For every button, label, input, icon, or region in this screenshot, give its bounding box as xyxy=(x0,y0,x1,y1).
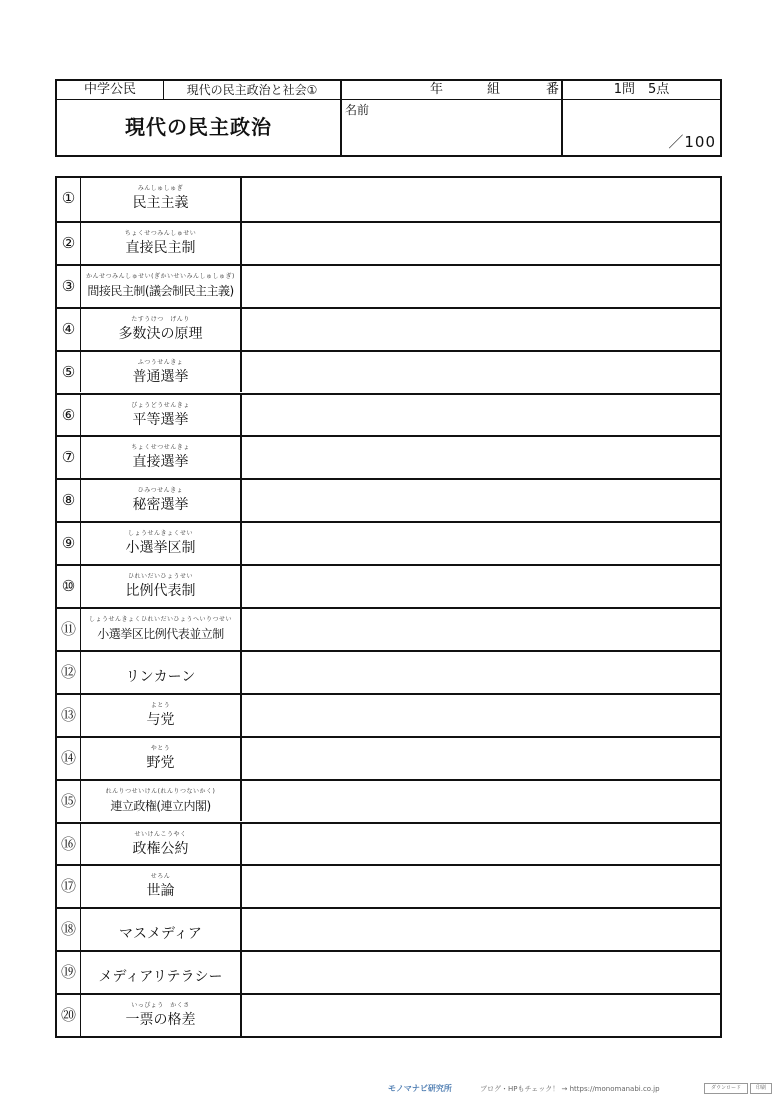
answer-field[interactable] xyxy=(242,995,720,1036)
score-total: ／100 xyxy=(668,133,716,151)
page-title: 現代の民主政治 xyxy=(57,100,342,155)
question-number: ① xyxy=(57,178,81,221)
term-cell xyxy=(81,178,242,221)
worksheet-header xyxy=(55,79,722,157)
question-number: ⑳ xyxy=(57,995,81,1036)
table-row xyxy=(57,221,720,264)
answer-field[interactable] xyxy=(242,952,720,993)
term-furigana: れんりつせいけん(れんりつないかく) xyxy=(105,787,216,795)
term-text: 一票の格差 xyxy=(125,1012,196,1029)
term-text: 間接民主制(議会制民主主義) xyxy=(87,283,234,298)
question-number: ⑬ xyxy=(57,695,81,736)
table-row xyxy=(57,521,720,564)
term-text: 小選挙区制 xyxy=(125,540,196,557)
term-furigana: よとう xyxy=(150,701,171,709)
term-text: 世論 xyxy=(146,883,175,900)
unit-label: 現代の民主政治と社会① xyxy=(164,81,342,100)
term-cell xyxy=(81,995,242,1036)
question-number: ⑫ xyxy=(57,652,81,693)
term-furigana: みんしゅしゅぎ xyxy=(137,185,184,192)
term-text: 野党 xyxy=(146,754,175,771)
question-number: ⑥ xyxy=(57,395,81,436)
class-label: 組 xyxy=(487,82,501,97)
class-info xyxy=(342,81,563,100)
term-text: 小選挙区比例代表並立制 xyxy=(97,627,224,641)
table-row xyxy=(57,950,720,993)
term-cell xyxy=(81,781,242,822)
term-text: マスメディア xyxy=(119,926,202,943)
question-table xyxy=(55,176,722,1038)
term-cell xyxy=(81,480,242,521)
answer-field[interactable] xyxy=(242,480,720,521)
answer-field[interactable] xyxy=(242,609,720,650)
table-row xyxy=(57,435,720,478)
question-number: ⑧ xyxy=(57,480,81,521)
footer xyxy=(388,1083,774,1095)
table-row xyxy=(57,350,720,393)
term-furigana: やとう xyxy=(150,744,171,752)
term-text: 政権公約 xyxy=(132,840,189,857)
answer-field[interactable] xyxy=(242,781,720,822)
term-text: リンカーン xyxy=(125,668,196,685)
answer-field[interactable] xyxy=(242,178,720,221)
answer-field[interactable] xyxy=(242,352,720,393)
table-row xyxy=(57,822,720,865)
table-row xyxy=(57,736,720,779)
term-text: メディアリテラシー xyxy=(98,969,223,986)
answer-field[interactable] xyxy=(242,223,720,264)
question-number: ③ xyxy=(57,266,81,307)
answer-field[interactable] xyxy=(242,523,720,564)
question-number: ④ xyxy=(57,309,81,350)
term-cell xyxy=(81,352,242,393)
brand-logo: モノマナビ研究所 xyxy=(388,1084,452,1093)
table-row xyxy=(57,564,720,607)
term-text: 直接選挙 xyxy=(132,454,189,471)
table-row xyxy=(57,779,720,822)
term-cell xyxy=(81,909,242,950)
question-number: ⑭ xyxy=(57,738,81,779)
term-cell xyxy=(81,309,242,350)
term-cell xyxy=(81,609,242,650)
term-cell xyxy=(81,866,242,907)
term-text: 秘密選挙 xyxy=(132,497,189,514)
term-cell xyxy=(81,523,242,564)
answer-field[interactable] xyxy=(242,437,720,478)
name-field[interactable] xyxy=(342,100,563,155)
term-furigana: びょうどうせんきょ xyxy=(131,401,190,409)
term-cell xyxy=(81,437,242,478)
number-label: 番 xyxy=(546,82,560,97)
answer-field[interactable] xyxy=(242,738,720,779)
question-number: ⑤ xyxy=(57,352,81,393)
term-text: 平等選挙 xyxy=(132,411,189,428)
question-number: ⑪ xyxy=(57,609,81,650)
question-number: ⑩ xyxy=(57,566,81,607)
print-button[interactable]: 印刷 xyxy=(750,1083,772,1094)
term-text: 与党 xyxy=(146,711,175,728)
question-number: ② xyxy=(57,223,81,264)
term-text: 民主主義 xyxy=(132,195,189,211)
answer-field[interactable] xyxy=(242,695,720,736)
footer-tagline: ブログ・HPもチェック！ → https://monomanabi.co.jp xyxy=(480,1085,660,1093)
term-furigana: しょうせんきょくひれいだいひょうへいりつせい xyxy=(88,616,232,623)
term-furigana: ちょくせつみんしゅせい xyxy=(124,229,197,237)
term-text: 多数決の原理 xyxy=(118,325,203,342)
term-cell xyxy=(81,738,242,779)
term-cell xyxy=(81,824,242,865)
term-cell xyxy=(81,652,242,693)
term-furigana: ちょくせつせんきょ xyxy=(131,444,190,452)
term-furigana: ふつうせんきょ xyxy=(137,358,184,366)
answer-field[interactable] xyxy=(242,866,720,907)
term-text: 連立政権(連立内閣) xyxy=(110,798,211,813)
table-row xyxy=(57,178,720,221)
table-row xyxy=(57,864,720,907)
question-number: ⑨ xyxy=(57,523,81,564)
answer-field[interactable] xyxy=(242,909,720,950)
term-furigana: ひみつせんきょ xyxy=(137,487,184,495)
question-number: ⑱ xyxy=(57,909,81,950)
year-label: 年 xyxy=(430,82,444,97)
table-row xyxy=(57,993,720,1036)
table-row xyxy=(57,478,720,521)
term-text: 直接民主制 xyxy=(125,239,196,256)
answer-field[interactable] xyxy=(242,652,720,693)
table-row xyxy=(57,693,720,736)
term-text: 比例代表制 xyxy=(125,583,196,600)
term-furigana: ひれいだいひょうせい xyxy=(127,573,193,581)
term-furigana: せろん xyxy=(150,873,171,881)
term-cell xyxy=(81,223,242,264)
name-label: 名前 xyxy=(345,103,370,117)
score-field[interactable] xyxy=(563,100,720,155)
term-furigana: せいけんこうやく xyxy=(134,830,187,838)
term-furigana: かんせつみんしゅせい(ぎかいせいみんしゅしゅぎ) xyxy=(86,272,235,280)
question-number: ⑲ xyxy=(57,952,81,993)
table-row xyxy=(57,650,720,693)
answer-field[interactable] xyxy=(242,309,720,350)
term-cell xyxy=(81,695,242,736)
term-cell xyxy=(81,266,242,307)
answer-field[interactable] xyxy=(242,395,720,436)
term-furigana: しょうせんきょくせい xyxy=(127,530,193,538)
table-row xyxy=(57,307,720,350)
table-row xyxy=(57,393,720,436)
answer-field[interactable] xyxy=(242,566,720,607)
term-text: 普通選挙 xyxy=(132,368,189,385)
term-furigana: たすうけつ げんり xyxy=(131,315,190,323)
term-cell xyxy=(81,395,242,436)
term-cell xyxy=(81,952,242,993)
question-number: ⑮ xyxy=(57,781,81,822)
question-number: ⑯ xyxy=(57,824,81,865)
question-number: ⑦ xyxy=(57,437,81,478)
download-button[interactable]: ダウンロード xyxy=(704,1083,748,1094)
points-per-question: 1問 5点 xyxy=(563,81,720,100)
table-row xyxy=(57,607,720,650)
table-row xyxy=(57,907,720,950)
answer-field[interactable] xyxy=(242,824,720,865)
question-number: ⑰ xyxy=(57,866,81,907)
table-row xyxy=(57,264,720,307)
subject-label: 中学公民 xyxy=(57,81,164,100)
term-cell xyxy=(81,566,242,607)
answer-field[interactable] xyxy=(242,266,720,307)
term-furigana: いっぴょう かくさ xyxy=(131,1002,190,1010)
